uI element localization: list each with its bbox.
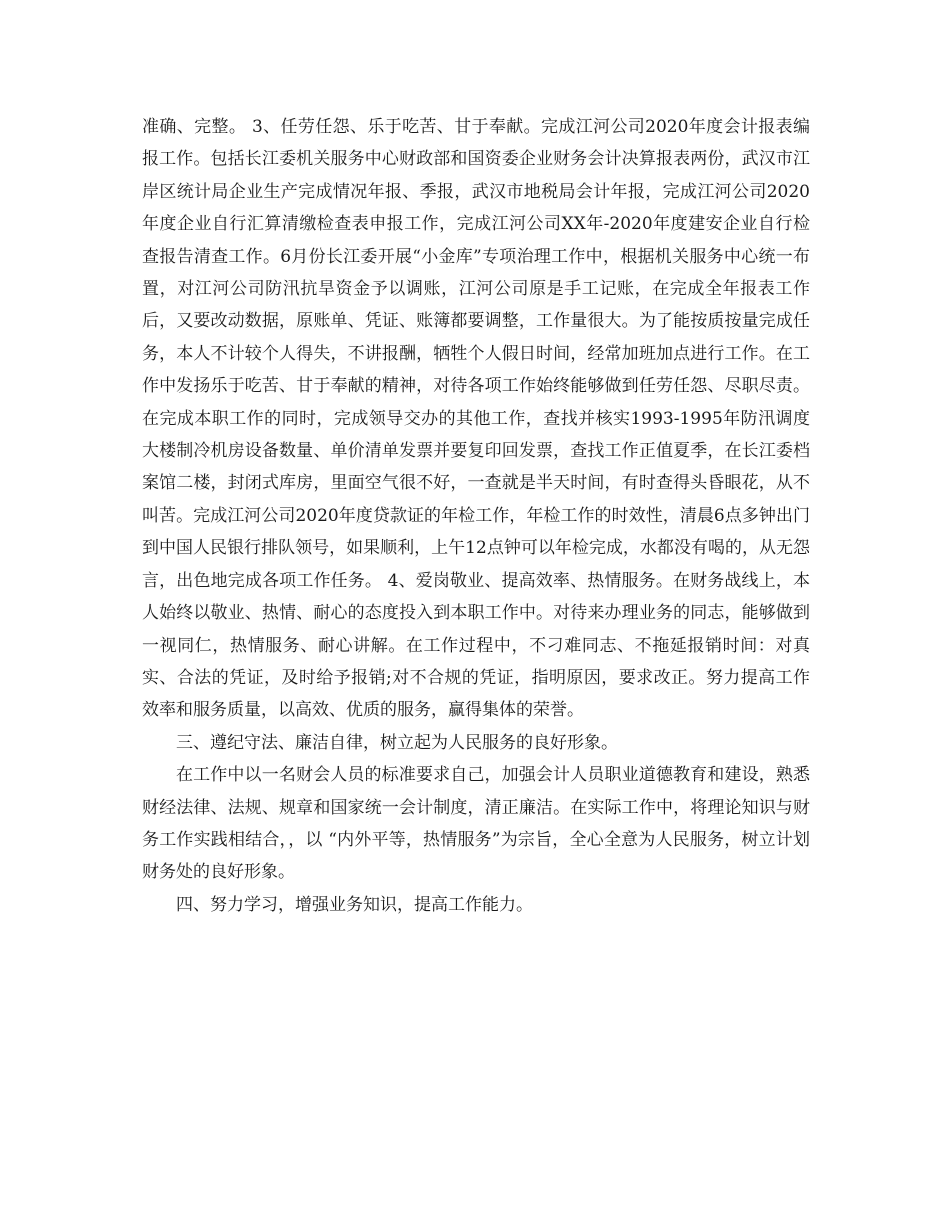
document-body (142, 111, 810, 921)
body-paragraph: 在工作中以一名财会人员的标准要求自己，加强会计人员职业道德教育和建设，熟悉财经法律、法规、规章和国家统一会计制度，清正廉洁。在实际工作中，将理论知识与财务工作实践相结合，，以 “内外平等，热情服务”为宗旨，全心全意为人民服务，树立计划财务处的良好形象。 (142, 765, 810, 883)
section-heading-three: 三、遵纪守法、廉洁自律，树立起为人民服务的良好形象。 (176, 732, 618, 753)
body-paragraph: 准确、完整。 3、任劳任怨、乐于吃苦、甘于奉献。完成江河公司2020年度会计报表编报工作。包括长江委机关服务中心财政部和国资委企业财务会计决算报表两份，武汉市江岸区统计局企业生产完成情况年报、季报，武汉市地税局会计年报，完成江河公司2020年度企业自行汇算清缴检查表申报工作，完成江河公司XX年-2020年度建安企业自行检查报告清查工作。6月份长江委开展“小金库”专项治理工作中，根据机关服务中心统一布置，对江河公司防汛抗旱资金予以调账，江河公司原是手工记账，在完成全年报表工作后，又要改动数据，原账单、凭证、账簿都要调整，工作量很大。为了能按质按量完成任务，本人不计较个人得失，不讲报酬，牺牲个人假日时间，经常加班加点进行工作。在工作中发扬乐于吃苦、甘于奉献的精神，对待各项工作始终能够做到任劳任怨、尽职尽责。在完成本职工作的同时，完成领导交办的其他工作，查找并核实1993-1995年防汛调度大楼制冷机房设备数量、单价清单发票并要复印回发票，查找工作正值夏季，在长江委档案馆二楼，封闭式库房，里面空气很不好，一查就是半天时间，有时查得头昏眼花，从不叫苦。完成江河公司2020年度贷款证的年检工作，年检工作的时效性，清晨6点多钟出门到中国人民银行排队领号，如果顺利，上午12点钟可以年检完成，水都没有喝的，从无怨言，出色地完成各项工作任务。 4、爱岗敬业、提高效率、热情服务。在财务战线上，本人始终以敬业、热情、耐心的态度投入到本职工作中。对待来办理业务的同志，能够做到一视同仁，热情服务、耐心讲解。在工作过程中，不刁难同志、不拖延报销时间：对真实、合法的凭证，及时给予报销;对不合规的凭证，指明原因，要求改正。努力提高工作效率和服务质量，以高效、优质的服务，赢得集体的荣誉。 (142, 117, 810, 721)
section-heading-four: 四、努力学习，增强业务知识，提高工作能力。 (176, 894, 533, 915)
